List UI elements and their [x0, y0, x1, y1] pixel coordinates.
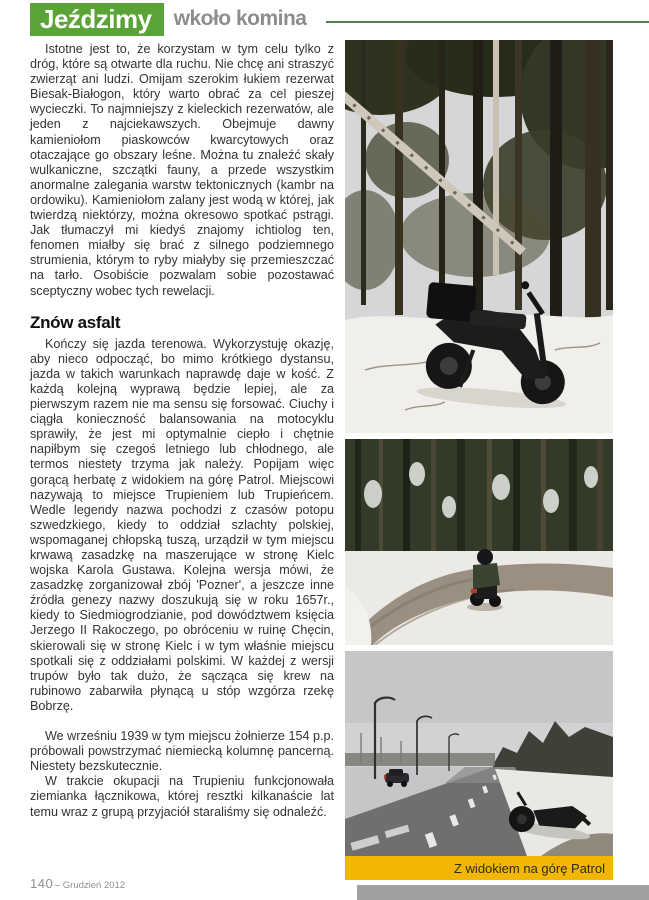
paragraph-2: Kończy się jazda terenowa. Wykorzystuję okazję, aby nieco odpocząć, bo mimo krótkiego dystansu, jazda w takich warunkach naprawdę daje w kość. Z każdą kolejną wyprawą będzie lepiej, ale za pierwszym razem nie ma sensu się forsować. Ciuchy i ciągła konieczność balansowania na motocyklu sprawiły, że jest mi optymalnie ciepło i chętnie napiłbym się czegoś letniego lub chłodnego, ale termos niestety trzyma jak należy. Popijam więc gorącą herbatę z widokiem na górę Patrol. Miejscowi nazywają to miejsce Trupieniem lub Trupieńcem. Wedle legendy nazwa pochodzi z czasów potopu szwedzkiego, kiedy to oddział szlachty polskiej, wspomaganej chłopską tuszą, urządził w tym miejscu krwawą zasadzkę na maszerujące w stronę Kielc wojska Karola Gustawa. Kolejna wersja mówi, że zasadzkę zorganizował zbój 'Pozner', a jeszcze inne źródła genezy nazwy doszukują się w roku 1657r., kiedy to Siedmiogrodzianie, pod dowództwem księcia Jerzego II Rakoczego, po obróceniu w ruinę Chęcin, skierowali się w stronę Kielc i w tym właśnie miejscu spotkali się z oddziałami polskimi. W każdej z wersji trupów było tak dużo, że sącząca się krew na rubinowo zabarwiła płynącą u stóp wzgórza rzekę Bobrzę.: [30, 336, 334, 713]
photo-snowy-road-illustration: [345, 439, 613, 645]
page-number: 140: [30, 876, 54, 891]
photo-road-fallen-motorcycle: [345, 651, 613, 856]
paragraph-3: We wrześniu 1939 w tym miejscu żołnierze 154 p.p. próbowali powstrzymać niemiecką kolumnę pancerną. Niestety bezskutecznie.: [30, 729, 334, 774]
photo-road-illustration: [345, 651, 613, 856]
page-footer: [30, 876, 125, 891]
paragraph-1: Istotne jest to, że korzystam w tym celu tylko z dróg, które są otwarte dla ruchu. Nie chcę ani straszyć zwierząt ani ludzi. Omijam szerokim łukiem rezerwat Biesak-Białogon, który warto obrać za cel pieszej wycieczki. To najmniejszy z kieleckich rezerwatów, ale jeden z najciekawszych. Obejmuje dawny kamieniołom piaskowców kwarcytowych oraz otaczające go obszary leśne. Można tu znaleźć skały wulkaniczne, szczątki fauny, a przede wszystkim anormalne zalegania warstw tektonicznych (kambr na ordowiku). Kamieniołom zalany jest wodą w której, jak twierdzą niektórzy, można okresowo spotkać pstrągi. Jak tłumaczył mi kiedyś znajomy ichtiolog ten, fenomen miałby się brać z silnego podziemnego strumienia, którym to ryby miałyby się przemieszczać na tarło. Osobiście pozwalam sobie pozostawać sceptyczny wobec tych rewelacji.: [30, 42, 334, 298]
photo-snowy-road-rider: [345, 439, 613, 645]
bottom-gray-bar: [357, 885, 649, 900]
photo-caption-bar: [345, 856, 613, 880]
section-title-highlight: [30, 3, 164, 36]
header-rule: [326, 21, 649, 23]
issue-date: Grudzień 2012: [62, 880, 126, 891]
photo-caption-text: Z widokiem na górę Patrol: [453, 860, 605, 876]
section-title-highlight-label: Jeździmy: [40, 3, 152, 34]
footer-separator: –: [54, 880, 60, 891]
paragraph-4: W trakcie okupacji na Trupieniu funkcjonowała ziemianka łącznikowa, której resztki kilkanaście lat temu wraz z grupą przyjaciół staraliśmy się odnaleźć.: [30, 774, 334, 819]
article-text-column: [30, 42, 334, 820]
section-heading: Znów asfalt: [30, 312, 121, 332]
photo-snowy-forest-illustration: [345, 40, 613, 433]
page-header: [30, 2, 649, 36]
section-title-rest: wkoło komina: [173, 7, 307, 30]
photo-snowy-forest-motorcycle: [345, 40, 613, 433]
distant-treeline: [345, 753, 495, 766]
